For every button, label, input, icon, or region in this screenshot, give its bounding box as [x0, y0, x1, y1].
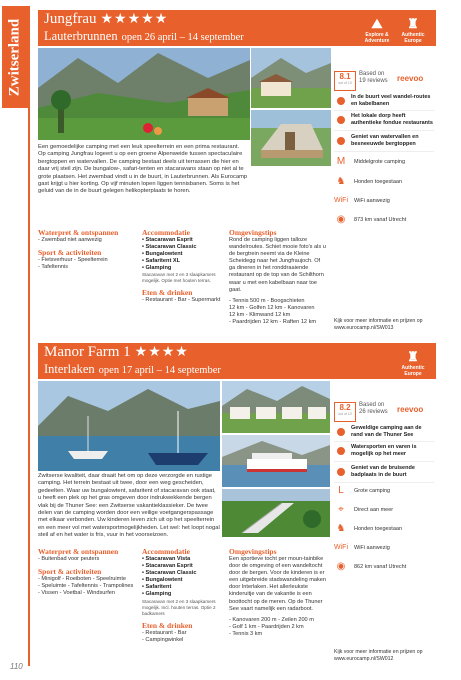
bullet-icon — [337, 428, 345, 436]
pin-icon: ⌖ — [338, 504, 344, 515]
camp2-banner — [38, 343, 436, 379]
country-label: Zwitserland — [6, 18, 23, 96]
camp2-link[interactable]: www.eurocamp.nl/SW012 — [334, 655, 394, 662]
camp2-stars: ★★★★ — [134, 345, 189, 360]
camp2-feature: Geniet van de bruisende badplaats in de buurt — [334, 462, 434, 483]
camp2-col-left: Waterpret & ontspannen - Buitenbad voor peuters Sport & activiteiten - Minigolf - Roeiboten - Speelruimte - Speluimte - Tafeltennis - Trampolines - Vissen - Voetbal - Windsurfen — [38, 547, 134, 597]
camp1-col-right: Omgevingstips Rond de camping liggen talloze wandelroutes. Schiet mooie foto's als u de bergtrein neemt via de Kleine Scheidegg naar het Jungfraujoch. Of ga dineren in het ronddraaiende restaurant op de top van de Schilthorn waar u met een kabelbaan naar toe gaat. - Tennis 500 m - Boogschieten 12 km - Golfen 12 km - Kanovaren 12 km - Klimwand 12 km - Paardrijden 12 km - Raften 12 km — [229, 228, 326, 326]
camp1-facility: M Middelgrote camping — [334, 154, 434, 169]
camp2-feature: Geweldige camping aan de rand van de Thuner See — [334, 422, 434, 442]
camp2-photo-top — [222, 381, 330, 433]
camp1-facility: WiFi WiFi aanwezig — [334, 197, 390, 204]
wifi-icon: WiFi — [334, 544, 348, 551]
camp1-feature: In de buurt veel wandel-routes en kabelbanen — [334, 91, 434, 111]
camp2-feature: Watersporten en varen is mogelijk op het meer — [334, 441, 434, 462]
camp2-more-info: Kijk voor meer informatie en prijzen op www.eurocamp.nl/SW012 — [334, 649, 423, 662]
camp1-photo-main — [38, 48, 250, 140]
camp2-header-icons — [398, 349, 428, 377]
car-icon: ◉ — [336, 561, 346, 572]
camp2-col-mid: Accommodatie • Stacaravan Vista • Stacaravan Esprit • Stacaravan Classic • Bungalowtent • Safaritent • Glamping Stacaravan met 2 en 3 slaapkamers mogelijk. Incl. houten terras. Optie 2 badkamers Eten & drinken - Restaurant - Bar - Campingwinkel — [142, 547, 216, 643]
camp1-stars: ★★★★★ — [100, 12, 169, 27]
reevoo-logo: reevoo — [397, 74, 424, 83]
castle-icon: ♜ Authentic Europe — [401, 349, 425, 377]
camp2-place: Interlaken — [44, 362, 95, 376]
hiker-icon: ⛰ Explore & Adventure — [364, 16, 390, 44]
camp2-facility: WiFi WiFi aanwezig — [334, 544, 390, 551]
side-rule — [28, 6, 30, 666]
castle-icon: ♜ Authentic Europe — [401, 16, 425, 44]
camp2-description: Zwitserse kwaliteit, daar draait het om op deze verzorgde en rustige camping. Het terrein bestaat uit twee, door een weg gescheiden, gedeelten. Waar uw bungalowtent, safaritent of stacaravan ook staat, u heeft een plek op het gras omgeven door indrukwekkende bergen vlak bij de Thuner See: een Zwitserse vakantieklassieker. De twee delen van de camping worden door een veilige voetgangerspassage met elkaar verbonden. Uw kinderen leven zich uit op het speelterrein en een meer vol met watersportmogelijkheden. Let wel: het loopt nogal steil af en het water is fris, vuur in het voorseizoen. — [38, 473, 220, 539]
camp1-dates: open 26 april – 14 september — [121, 32, 244, 43]
camp2-facility: ⌖ Direct aan meer — [334, 502, 434, 517]
dog-icon: ♞ — [336, 176, 346, 187]
camp1-feature: Geniet van watervallen en besneeuwde bergtoppen — [334, 131, 434, 152]
camp1-banner — [38, 10, 436, 46]
camp2-photo-bottom — [222, 489, 330, 537]
camp1-feature: Het lokale dorp heeft authentieke fondue restaurants — [334, 110, 434, 131]
reevoo-logo: reevoo — [397, 405, 424, 414]
bullet-icon — [337, 447, 345, 455]
camp1-place: Lauterbrunnen — [44, 29, 118, 43]
camp1-col-mid: Accommodatie • Stacaravan Esprit • Stacaravan Classic • Bungalowtent • Safaritent XL • Glamping Stacaravan met 2 en 3 slaapkamers mogelijk. Optie met houten terras. Eten & drinken - Restaurant - Bar - Supermarkt — [142, 228, 221, 304]
camp1-link[interactable]: www.eurocamp.nl/SW013 — [334, 324, 394, 331]
bullet-icon — [337, 116, 345, 124]
camp1-photo-top — [251, 48, 331, 108]
camp1-photo-bottom — [251, 110, 331, 166]
l-icon: L — [338, 485, 344, 496]
bullet-icon — [337, 137, 345, 145]
camp2-facility: ◉ 862 km vanaf Utrecht — [334, 559, 434, 574]
camp1-facility: ◉ 873 km vanaf Utrecht — [334, 212, 434, 227]
camp2-col-right: Omgevingstips Een sportieve tocht per moun-tainbike door de omgeving of een wandeltocht door de bergen. Voor de kinderen is er een uitgebreide stadswandeling maken door Interlaken. Het allerleukste kinderuitje van de vakantie is een boottocht op de meren. Op de Thuner See vaart namelijk een radarboot. - Kanovaren 200 m - Zeilen 200 m - Golf 1 km - Paardrijden 2 km - Tennis 3 km — [229, 547, 327, 637]
camp1-more-info: Kijk voor meer informatie en prijzen op www.eurocamp.nl/SW013 — [334, 318, 423, 331]
bullet-icon — [337, 468, 345, 476]
camp2-score-box: 8.2 out of 10 — [334, 402, 356, 422]
camp2-dates: open 17 april – 14 september — [98, 365, 221, 376]
page-number: 110 — [10, 662, 23, 671]
dog-icon: ♞ — [336, 523, 346, 534]
country-tab — [2, 6, 28, 108]
camp2-name: Manor Farm 1 — [44, 344, 131, 360]
camp2-facility: ♞ Honden toegestaan — [334, 521, 434, 536]
camp2-photo-main — [38, 381, 220, 471]
wifi-icon: WiFi — [334, 197, 348, 204]
camp1-header-icons — [362, 16, 428, 44]
camp1-score-box: 8.1 out of 10 — [334, 71, 356, 91]
camp2-rating: 8.2 out of 10 Based on 26 reviews reevoo — [334, 402, 434, 422]
camp1-rating: 8.1 out of 10 Based on 19 reviews reevoo — [334, 71, 434, 91]
car-icon: ◉ — [336, 214, 346, 225]
camp1-description: Een gemoedelijke camping met een leuk speelterrein en een prima restaurant. Op camping Jungfrau logeert u op een groene Alpenweide tussen spectaculaire bergtoppen en watervallen. De camping bestaat deels uit terrassen die hier en daar vrij steil zijn. De bungalow-, safari-tenten en stacaravans staan op niet al te grote plaatsen. Het zwembad vindt u in de buurt, in Lauterbrunnen. Als Eurocamp gast krijgt u hier korting. Op vijf minuten lopen liggen tennisbanen. Soms is het geluid van de in de buurt gelegen helikopterplaats te horen. — [38, 144, 248, 195]
camp2-photo-mid — [222, 435, 330, 487]
camp2-facility: L Grote camping — [334, 483, 434, 498]
m-icon: M — [336, 156, 346, 167]
camp1-col-left: Waterpret & ontspannen - Zwembad niet aanwezig Sport & activiteiten - Fietsverhuur - Speelterrein - Tafeltennis — [38, 228, 119, 271]
bullet-icon — [337, 97, 345, 105]
camp1-facility: ♞ Honden toegestaan — [334, 174, 434, 189]
camp1-name: Jungfrau — [44, 11, 97, 27]
